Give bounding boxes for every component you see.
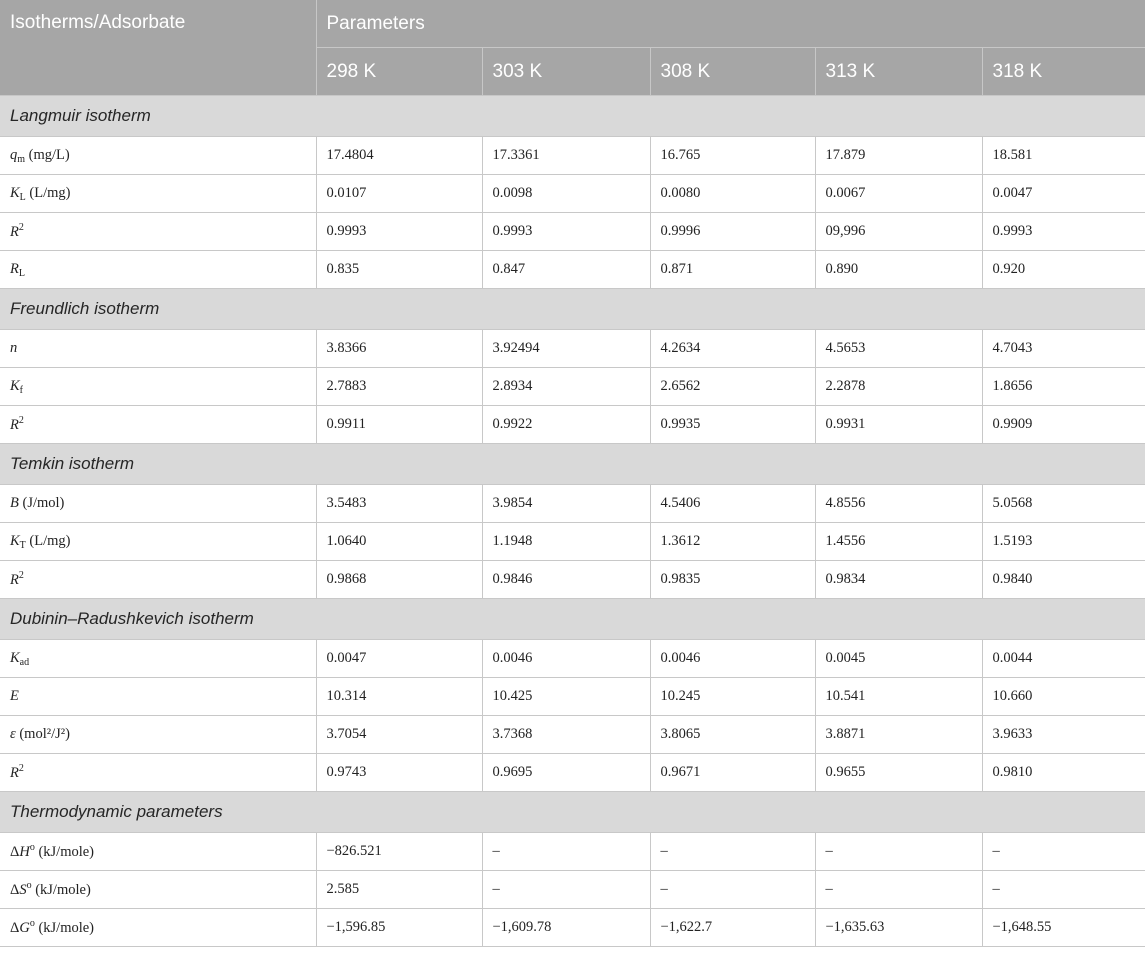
value-cell: 10.660 <box>982 678 1145 716</box>
value-cell: 0.0080 <box>650 175 815 213</box>
value-cell: 4.2634 <box>650 330 815 368</box>
value-cell: 17.879 <box>815 137 982 175</box>
temp-header: 303 K <box>482 48 650 96</box>
value-cell: 3.7368 <box>482 716 650 754</box>
value-cell: 4.8556 <box>815 485 982 523</box>
value-cell: 1.5193 <box>982 523 1145 561</box>
temp-header: 318 K <box>982 48 1145 96</box>
parameter-label <box>0 833 316 871</box>
value-cell: 5.0568 <box>982 485 1145 523</box>
parameter-label <box>0 523 316 561</box>
table-header <box>0 0 1145 96</box>
table-row <box>0 678 1145 716</box>
value-cell: – <box>650 833 815 871</box>
parameter-label <box>0 640 316 678</box>
value-cell: 4.5653 <box>815 330 982 368</box>
value-cell: 0.9909 <box>982 406 1145 444</box>
section-title: Langmuir isotherm <box>0 96 1145 137</box>
value-cell: 0.9695 <box>482 754 650 792</box>
table-row <box>0 909 1145 947</box>
value-cell: 1.8656 <box>982 368 1145 406</box>
parameter-label <box>0 251 316 289</box>
value-cell: 3.5483 <box>316 485 482 523</box>
value-cell: 0.0046 <box>482 640 650 678</box>
value-cell: 0.920 <box>982 251 1145 289</box>
parameter-unit: (J/mol) <box>18 495 65 511</box>
temp-header: 313 K <box>815 48 982 96</box>
section-title: Temkin isotherm <box>0 444 1145 485</box>
parameter-label <box>0 137 316 175</box>
value-cell: 1.1948 <box>482 523 650 561</box>
value-cell: 1.4556 <box>815 523 982 561</box>
parameter-superscript: 2 <box>18 222 24 233</box>
parameter-prefix: Δ <box>10 844 20 860</box>
value-cell: 0.9655 <box>815 754 982 792</box>
value-cell: – <box>482 833 650 871</box>
value-cell: 17.4804 <box>316 137 482 175</box>
value-cell: – <box>815 871 982 909</box>
parameter-subscript: L <box>19 191 26 203</box>
parameter-symbol: R <box>10 765 19 781</box>
value-cell: 3.8871 <box>815 716 982 754</box>
section-title: Thermodynamic parameters <box>0 792 1145 833</box>
value-cell: 0.9911 <box>316 406 482 444</box>
value-cell: – <box>650 871 815 909</box>
value-cell: 0.9931 <box>815 406 982 444</box>
parameter-symbol: K <box>10 184 20 201</box>
parameter-symbol: R <box>10 260 19 277</box>
value-cell: 18.581 <box>982 137 1145 175</box>
value-cell: 0.9810 <box>982 754 1145 792</box>
value-cell: 0.9922 <box>482 406 650 444</box>
table-row <box>0 561 1145 599</box>
value-cell: 0.9743 <box>316 754 482 792</box>
value-cell: 0.9993 <box>482 213 650 251</box>
parameter-unit: (kJ/mole) <box>31 882 91 898</box>
section-header-row <box>0 96 1145 137</box>
table-row <box>0 754 1145 792</box>
parameter-label <box>0 678 316 716</box>
value-cell: 0.9671 <box>650 754 815 792</box>
section-header-row <box>0 599 1145 640</box>
table-row <box>0 871 1145 909</box>
value-cell: 10.425 <box>482 678 650 716</box>
parameter-label <box>0 175 316 213</box>
parameter-unit: (kJ/mole) <box>34 920 95 936</box>
value-cell: 2.2878 <box>815 368 982 406</box>
value-cell: 0.0098 <box>482 175 650 213</box>
parameter-label <box>0 716 316 754</box>
parameter-label <box>0 871 316 909</box>
parameter-symbol: S <box>19 882 27 898</box>
parameter-prefix: Δ <box>10 882 20 898</box>
parameter-symbol: B <box>10 495 19 511</box>
parameter-superscript: o <box>29 842 35 853</box>
parameter-symbol: q <box>10 146 18 163</box>
value-cell: 2.6562 <box>650 368 815 406</box>
table-row <box>0 485 1145 523</box>
value-cell: 0.871 <box>650 251 815 289</box>
parameter-label <box>0 909 316 947</box>
parameter-symbol: H <box>19 844 30 860</box>
value-cell: 0.9840 <box>982 561 1145 599</box>
parameter-symbol: n <box>10 340 18 356</box>
value-cell: 10.541 <box>815 678 982 716</box>
value-cell: 0.835 <box>316 251 482 289</box>
value-cell: 16.765 <box>650 137 815 175</box>
value-cell: 10.245 <box>650 678 815 716</box>
parameter-subscript: f <box>19 384 24 396</box>
parameter-subscript: ad <box>19 656 30 668</box>
parameter-unit: (L/mg) <box>25 532 71 549</box>
parameter-symbol: G <box>19 920 30 936</box>
parameter-superscript: 2 <box>18 570 24 581</box>
parameter-label <box>0 754 316 792</box>
parameter-symbol: K <box>10 532 20 549</box>
value-cell: 3.8366 <box>316 330 482 368</box>
parameter-superscript: o <box>29 918 35 929</box>
table-row <box>0 213 1145 251</box>
table-row <box>0 175 1145 213</box>
value-cell: 0.847 <box>482 251 650 289</box>
value-cell: −1,648.55 <box>982 909 1145 947</box>
value-cell: 0.9996 <box>650 213 815 251</box>
parameter-label <box>0 213 316 251</box>
parameter-unit: (L/mg) <box>25 184 71 201</box>
parameter-unit: (mg/L) <box>25 146 70 163</box>
parameter-symbol: R <box>10 417 19 433</box>
value-cell: 3.7054 <box>316 716 482 754</box>
value-cell: – <box>982 871 1145 909</box>
temp-header: 298 K <box>316 48 482 96</box>
value-cell: 0.9835 <box>650 561 815 599</box>
value-cell: 2.8934 <box>482 368 650 406</box>
value-cell: 3.92494 <box>482 330 650 368</box>
section-title: Freundlich isotherm <box>0 289 1145 330</box>
parameter-unit: (mol²/J²) <box>15 726 70 742</box>
parameter-label <box>0 485 316 523</box>
value-cell: 0.9868 <box>316 561 482 599</box>
value-cell: – <box>482 871 650 909</box>
table-row <box>0 716 1145 754</box>
table-row <box>0 368 1145 406</box>
value-cell: 3.9854 <box>482 485 650 523</box>
parameter-symbol: ε <box>10 726 16 742</box>
parameter-symbol: E <box>10 688 19 704</box>
section-header-row <box>0 444 1145 485</box>
value-cell: 2.7883 <box>316 368 482 406</box>
value-cell: 0.0046 <box>650 640 815 678</box>
value-cell: – <box>815 833 982 871</box>
value-cell: 0.9935 <box>650 406 815 444</box>
table-row <box>0 251 1145 289</box>
table-row <box>0 137 1145 175</box>
parameter-prefix: Δ <box>10 920 20 936</box>
value-cell: 0.9834 <box>815 561 982 599</box>
parameter-superscript: o <box>26 880 32 891</box>
table-row <box>0 330 1145 368</box>
parameter-symbol: K <box>10 649 20 666</box>
value-cell: 0.0047 <box>316 640 482 678</box>
value-cell: 2.585 <box>316 871 482 909</box>
value-cell: 1.3612 <box>650 523 815 561</box>
parameter-subscript: T <box>19 539 26 551</box>
parameter-symbol: R <box>10 224 19 240</box>
parameter-superscript: 2 <box>18 415 24 426</box>
value-cell: 17.3361 <box>482 137 650 175</box>
parameters-header: Parameters <box>316 0 1145 48</box>
section-title: Dubinin–Radushkevich isotherm <box>0 599 1145 640</box>
parameter-subscript: m <box>17 153 26 165</box>
parameter-unit: (kJ/mole) <box>34 844 95 860</box>
value-cell: −826.521 <box>316 833 482 871</box>
table-row <box>0 406 1145 444</box>
value-cell: −1,609.78 <box>482 909 650 947</box>
parameter-symbol: R <box>10 572 19 588</box>
parameter-superscript: 2 <box>18 763 24 774</box>
value-cell: 0.0047 <box>982 175 1145 213</box>
value-cell: −1,635.63 <box>815 909 982 947</box>
parameter-label <box>0 406 316 444</box>
parameter-subscript: L <box>18 267 25 279</box>
value-cell: 3.9633 <box>982 716 1145 754</box>
table-row <box>0 833 1145 871</box>
value-cell: 0.0044 <box>982 640 1145 678</box>
value-cell: −1,596.85 <box>316 909 482 947</box>
value-cell: 0.0045 <box>815 640 982 678</box>
value-cell: 0.890 <box>815 251 982 289</box>
value-cell: 10.314 <box>316 678 482 716</box>
value-cell: 3.8065 <box>650 716 815 754</box>
section-header-row <box>0 289 1145 330</box>
value-cell: 0.9846 <box>482 561 650 599</box>
table-row <box>0 523 1145 561</box>
table-body <box>0 96 1145 947</box>
parameter-label <box>0 330 316 368</box>
value-cell: 0.0067 <box>815 175 982 213</box>
value-cell: 4.7043 <box>982 330 1145 368</box>
parameter-label <box>0 561 316 599</box>
value-cell: 0.9993 <box>982 213 1145 251</box>
temp-header: 308 K <box>650 48 815 96</box>
value-cell: 0.9993 <box>316 213 482 251</box>
value-cell: 0.0107 <box>316 175 482 213</box>
section-header-row <box>0 792 1145 833</box>
parameter-label <box>0 368 316 406</box>
corner-header: Isotherms/Adsorbate <box>0 0 316 96</box>
value-cell: 4.5406 <box>650 485 815 523</box>
value-cell: 1.0640 <box>316 523 482 561</box>
value-cell: 09,996 <box>815 213 982 251</box>
value-cell: – <box>982 833 1145 871</box>
table-row <box>0 640 1145 678</box>
parameter-symbol: K <box>10 377 20 394</box>
value-cell: −1,622.7 <box>650 909 815 947</box>
